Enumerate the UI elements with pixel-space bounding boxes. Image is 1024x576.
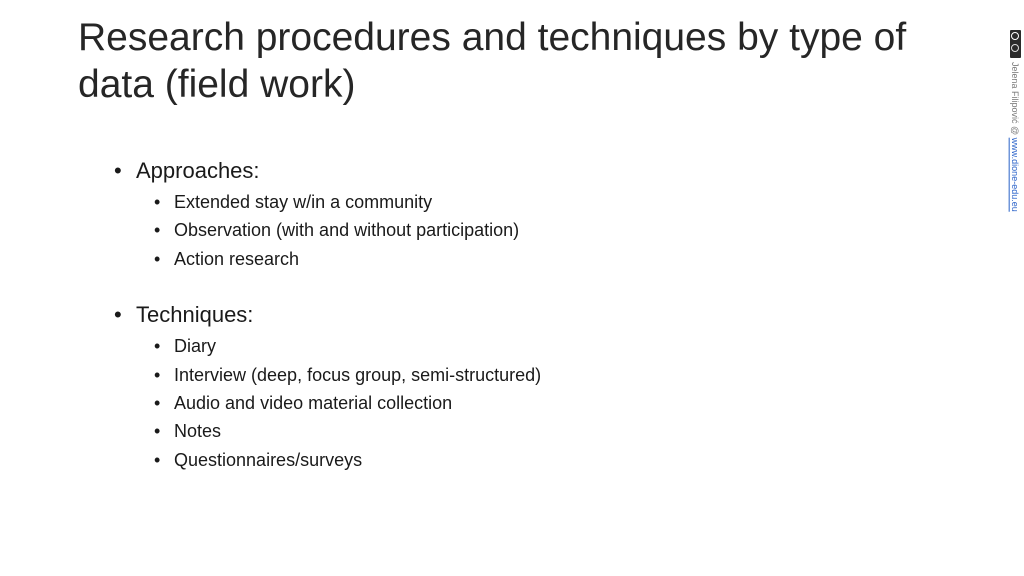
creative-commons-icon xyxy=(1010,30,1021,58)
list-item: • Observation (with and without participation) xyxy=(154,216,814,244)
bullet-techniques: • Techniques: xyxy=(114,298,814,332)
list-item: • Audio and video material collection xyxy=(154,389,814,417)
list-item: • Notes xyxy=(154,417,814,445)
techniques-list xyxy=(154,332,814,474)
slide-title: Research procedures and techniques by type of data (field work) xyxy=(78,16,907,106)
list-item: • Action research xyxy=(154,245,814,273)
bullet-approaches: • Approaches: xyxy=(114,154,814,188)
slide-body xyxy=(114,154,814,474)
author-name: Jelena Filipović @ xyxy=(1010,62,1020,138)
credit-link[interactable]: www.dione-edu.eu xyxy=(1010,137,1020,212)
list-item: • Questionnaires/surveys xyxy=(154,446,814,474)
list-item: • Diary xyxy=(154,332,814,360)
author-credit xyxy=(1008,62,1022,212)
list-item: • Interview (deep, focus group, semi-structured) xyxy=(154,361,814,389)
approaches-list xyxy=(154,188,814,273)
cc-circle-icon xyxy=(1011,32,1019,40)
by-circle-icon xyxy=(1011,44,1019,52)
list-item: • Extended stay w/in a community xyxy=(154,188,814,216)
spacer xyxy=(114,273,814,298)
